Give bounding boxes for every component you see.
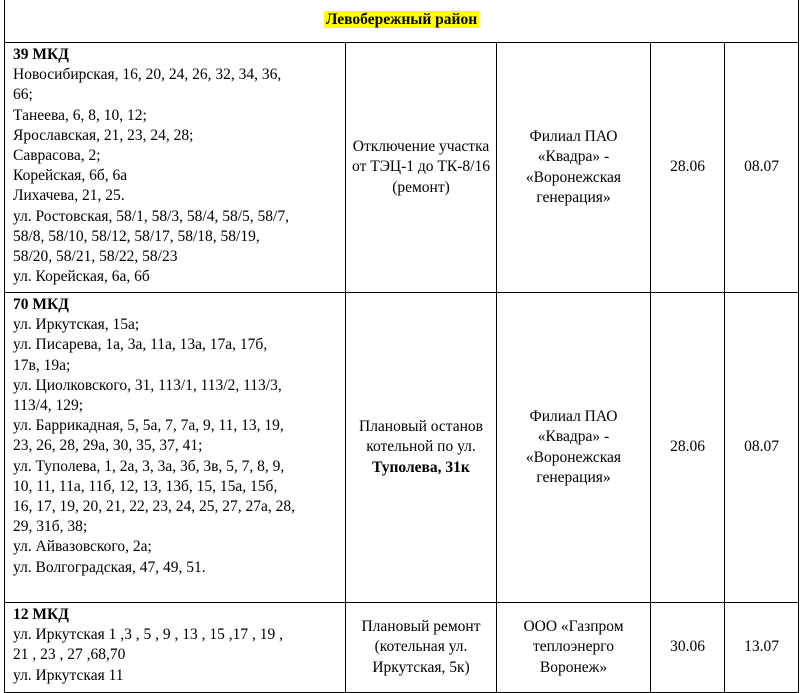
- table-row: [5, 43, 799, 293]
- reason-text: Отключение участка от ТЭЦ-1 до ТК-8/16 (ремонт): [352, 138, 490, 196]
- address-cell: [5, 603, 346, 693]
- start-date: 28.06: [670, 158, 705, 176]
- address-line: 21 , 23 , 27 ,68,70: [13, 646, 126, 664]
- organization-cell: [497, 603, 651, 693]
- address-line: ул. Туполева, 1, 2а, 3, 3а, 3б, 3в, 5, 7, 8, 9,: [13, 457, 285, 475]
- reason-text: Плановый ремонт (котельная ул. Иркутская, 5к): [361, 618, 481, 676]
- organization-text: Филиал ПАО «Квадра» - «Воронежская генерация»: [525, 128, 622, 206]
- building-count: 12 МКД: [13, 606, 69, 623]
- district-header-cell: [5, 0, 799, 43]
- address-line: ул. Корейская, 6а, 6б: [13, 268, 150, 286]
- address-line: ул. Айвазовского, 2а;: [13, 538, 152, 556]
- address-line: 66;: [13, 86, 33, 104]
- address-line: 58/20, 58/21, 58/22, 58/23: [13, 248, 178, 266]
- address-line: ул. Циолковского, 31, 113/1, 113/2, 113/3,: [13, 376, 282, 394]
- address-line: Ярославская, 21, 23, 24, 28;: [13, 126, 194, 144]
- address-line: Корейская, 6б, 6а: [13, 167, 128, 185]
- address-cell: [5, 43, 346, 293]
- reason-text: Плановый останов котельной по ул.: [359, 418, 483, 456]
- organization-cell: [497, 43, 651, 293]
- address-line: Новосибирская, 16, 20, 24, 26, 32, 34, 36,: [13, 66, 282, 84]
- address-line: ул. Иркутская, 15а;: [13, 316, 140, 334]
- organization-cell: [497, 293, 651, 603]
- end-date: 08.07: [744, 438, 779, 456]
- address-cell: [5, 293, 346, 603]
- end-date-cell: [725, 43, 799, 293]
- address-line: 113/4, 129;: [13, 397, 84, 415]
- district-header-row: [5, 0, 799, 43]
- reason-cell: [346, 293, 497, 603]
- start-date-cell: [651, 603, 725, 693]
- address-line: 58/8, 58/10, 58/12, 58/17, 58/18, 58/19,: [13, 227, 260, 245]
- start-date-cell: [651, 43, 725, 293]
- reason-cell: [346, 603, 497, 693]
- table-row: [5, 293, 799, 603]
- end-date: 08.07: [744, 158, 779, 176]
- end-date-cell: [725, 603, 799, 693]
- table-row: [5, 603, 799, 693]
- address-line: Танеева, 6, 8, 10, 12;: [13, 106, 147, 124]
- address-line: Саврасова, 2;: [13, 147, 101, 165]
- address-line: 23, 26, 28, 29а, 30, 35, 37, 41;: [13, 437, 203, 455]
- end-date-cell: [725, 293, 799, 603]
- reason-bold-text: Туполева, 31к: [372, 458, 470, 476]
- address-line: 29, 31б, 38;: [13, 518, 88, 536]
- reason-cell: [346, 43, 497, 293]
- start-date: 28.06: [670, 438, 705, 456]
- address-line: 17в, 19а;: [13, 356, 71, 374]
- address-line: ул. Волгоградская, 47, 49, 51.: [13, 558, 206, 576]
- start-date-cell: [651, 293, 725, 603]
- address-line: 16, 17, 19, 20, 21, 22, 23, 24, 25, 27, 27а, 28,: [13, 498, 296, 516]
- building-count: 39 МКД: [13, 46, 69, 63]
- address-line: Лихачева, 21, 25.: [13, 187, 125, 205]
- start-date: 30.06: [670, 638, 705, 656]
- organization-text: ООО «Газпром теплоэнерго Воронеж»: [523, 618, 624, 676]
- building-count: 70 МКД: [13, 296, 69, 313]
- address-line: ул. Иркутская 11: [13, 666, 124, 684]
- district-name: Левобережный район: [325, 11, 478, 29]
- outage-table: [4, 0, 799, 693]
- address-line: ул. Иркутская 1 ,3 , 5 , 9 , 13 , 15 ,17 , 19 ,: [13, 626, 283, 644]
- end-date: 13.07: [744, 638, 779, 656]
- address-line: ул. Писарева, 1а, 3а, 11а, 13а, 17а, 17б,: [13, 336, 268, 354]
- address-line: ул. Ростовская, 58/1, 58/3, 58/4, 58/5, 58/7,: [13, 207, 289, 225]
- address-line: 10, 11, 11а, 11б, 12, 13, 13б, 15, 15а, 15б,: [13, 477, 278, 495]
- organization-text: Филиал ПАО «Квадра» - «Воронежская генерация»: [525, 408, 622, 486]
- address-line: ул. Баррикадная, 5, 5а, 7, 7а, 9, 11, 13, 19,: [13, 417, 284, 435]
